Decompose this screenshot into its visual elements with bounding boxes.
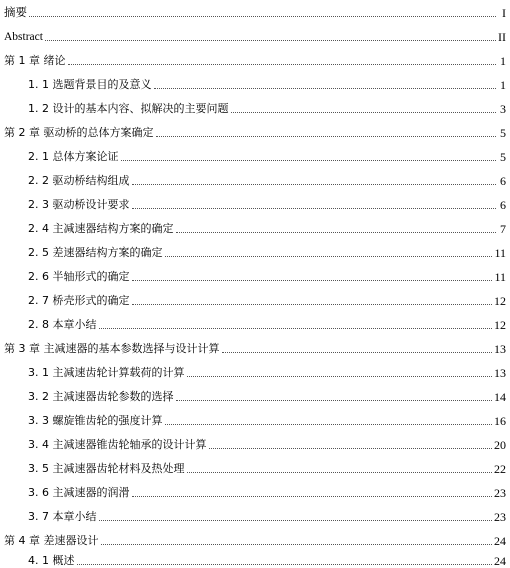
toc-entry[interactable] [0,196,506,212]
dot-leader [176,399,493,401]
toc-entry-title: 2. 6 半轴形式的确定 [28,270,130,283]
toc-entry-title: 3. 6 主减速器的润滑 [28,486,130,499]
toc-entry-page: 6 [500,198,506,212]
toc-entry-page: 14 [494,390,506,404]
toc-entry[interactable] [0,100,506,116]
toc-entry[interactable] [0,364,506,380]
dot-leader [209,447,493,449]
dot-leader [132,183,497,185]
toc-entry-title: 3. 7 本章小结 [28,510,97,523]
dot-leader [132,495,493,497]
toc-entry[interactable] [0,532,506,548]
toc-entry-page: 24 [494,554,506,568]
dot-leader [132,207,497,209]
toc-entry-title: 第 2 章 驱动桥的总体方案确定 [4,126,154,139]
toc-entry-page: II [498,30,506,44]
toc-entry-title: 2. 4 主减速器结构方案的确定 [28,222,174,235]
toc-entry[interactable] [0,484,506,500]
toc-entry-page: 3 [500,102,506,116]
toc-entry-page: 24 [494,534,506,548]
toc-entry[interactable] [0,148,506,164]
toc-entry-title: 2. 3 驱动桥设计要求 [28,198,130,211]
toc-entry[interactable] [0,4,506,20]
toc-entry-page: 12 [494,318,506,332]
toc-entry-title: 2. 7 桥壳形式的确定 [28,294,130,307]
toc-entry-page: 16 [494,414,506,428]
toc-entry-title: 3. 3 螺旋锥齿轮的强度计算 [28,414,163,427]
toc-entry[interactable] [0,244,506,260]
toc-entry[interactable] [0,412,506,428]
toc-entry-page: I [502,6,506,20]
dot-leader [176,231,497,233]
toc-entry[interactable] [0,436,506,452]
toc-entry-title: Abstract [4,31,43,43]
toc-entry[interactable] [0,292,506,308]
toc-entry[interactable] [0,388,506,404]
dot-leader [187,375,493,377]
toc-entry-page: 12 [494,294,506,308]
dot-leader [187,471,493,473]
toc-entry[interactable] [0,460,506,476]
toc-entry[interactable] [0,316,506,332]
dot-leader [68,63,497,65]
dot-leader [222,351,493,353]
dot-leader [99,519,493,521]
dot-leader [121,159,497,161]
toc-entry-page: 5 [500,150,506,164]
toc-entry-title: 摘要 [4,7,27,19]
dot-leader [165,423,493,425]
toc-entry-title: 第 3 章 主减速器的基本参数选择与设计计算 [4,342,220,355]
dot-leader [101,543,493,545]
toc-entry[interactable] [0,76,506,92]
dot-leader [165,255,493,257]
dot-leader [231,111,497,113]
toc-entry-page: 13 [494,342,506,356]
toc-entry-title: 2. 1 总体方案论证 [28,150,119,163]
dot-leader [29,15,496,17]
toc-entry-title: 第 1 章 绪论 [4,54,66,67]
toc-entry-page: 13 [494,366,506,380]
toc-entry[interactable] [0,28,506,44]
toc-entry[interactable] [0,52,506,68]
toc-entry-page: 6 [500,174,506,188]
toc-entry-page: 7 [500,222,506,236]
toc-entry-page: 5 [500,126,506,140]
dot-leader [132,303,493,305]
toc-entry-title: 3. 5 主减速器齿轮材料及热处理 [28,462,185,475]
toc-entry-title: 3. 1 主减速齿轮计算载荷的计算 [28,366,185,379]
toc-entry-title: 1. 2 设计的基本内容、拟解决的主要问题 [28,102,229,115]
toc-entry[interactable] [0,124,506,140]
toc-entry[interactable] [0,172,506,188]
toc-entry-title: 2. 8 本章小结 [28,318,97,331]
dot-leader [99,327,493,329]
dot-leader [154,87,497,89]
toc-entry[interactable] [0,220,506,236]
toc-entry-page: 1 [500,78,506,92]
toc-entry-page: 11 [494,246,506,260]
toc-entry-page: 23 [494,510,506,524]
toc-entry-title: 3. 4 主减速器锥齿轮轴承的设计计算 [28,438,207,451]
toc-entry-title: 第 4 章 差速器设计 [4,534,99,547]
dot-leader [45,39,496,41]
toc-entry[interactable] [0,552,506,568]
dot-leader [132,279,493,281]
toc-entry[interactable] [0,508,506,524]
toc-entry-page: 1 [500,54,506,68]
toc-entry-page: 22 [494,462,506,476]
toc-entry[interactable] [0,340,506,356]
toc-entry-title: 2. 2 驱动桥结构组成 [28,174,130,187]
toc-entry-title: 4. 1 概述 [28,554,75,567]
toc-entry-page: 23 [494,486,506,500]
toc-entry-title: 2. 5 差速器结构方案的确定 [28,246,163,259]
toc-entry-page: 20 [494,438,506,452]
toc-entry-title: 3. 2 主减速器齿轮参数的选择 [28,390,174,403]
toc-entry-title: 1. 1 选题背景目的及意义 [28,78,152,91]
dot-leader [156,135,497,137]
toc-entry[interactable] [0,268,506,284]
toc-entry-page: 11 [494,270,506,284]
